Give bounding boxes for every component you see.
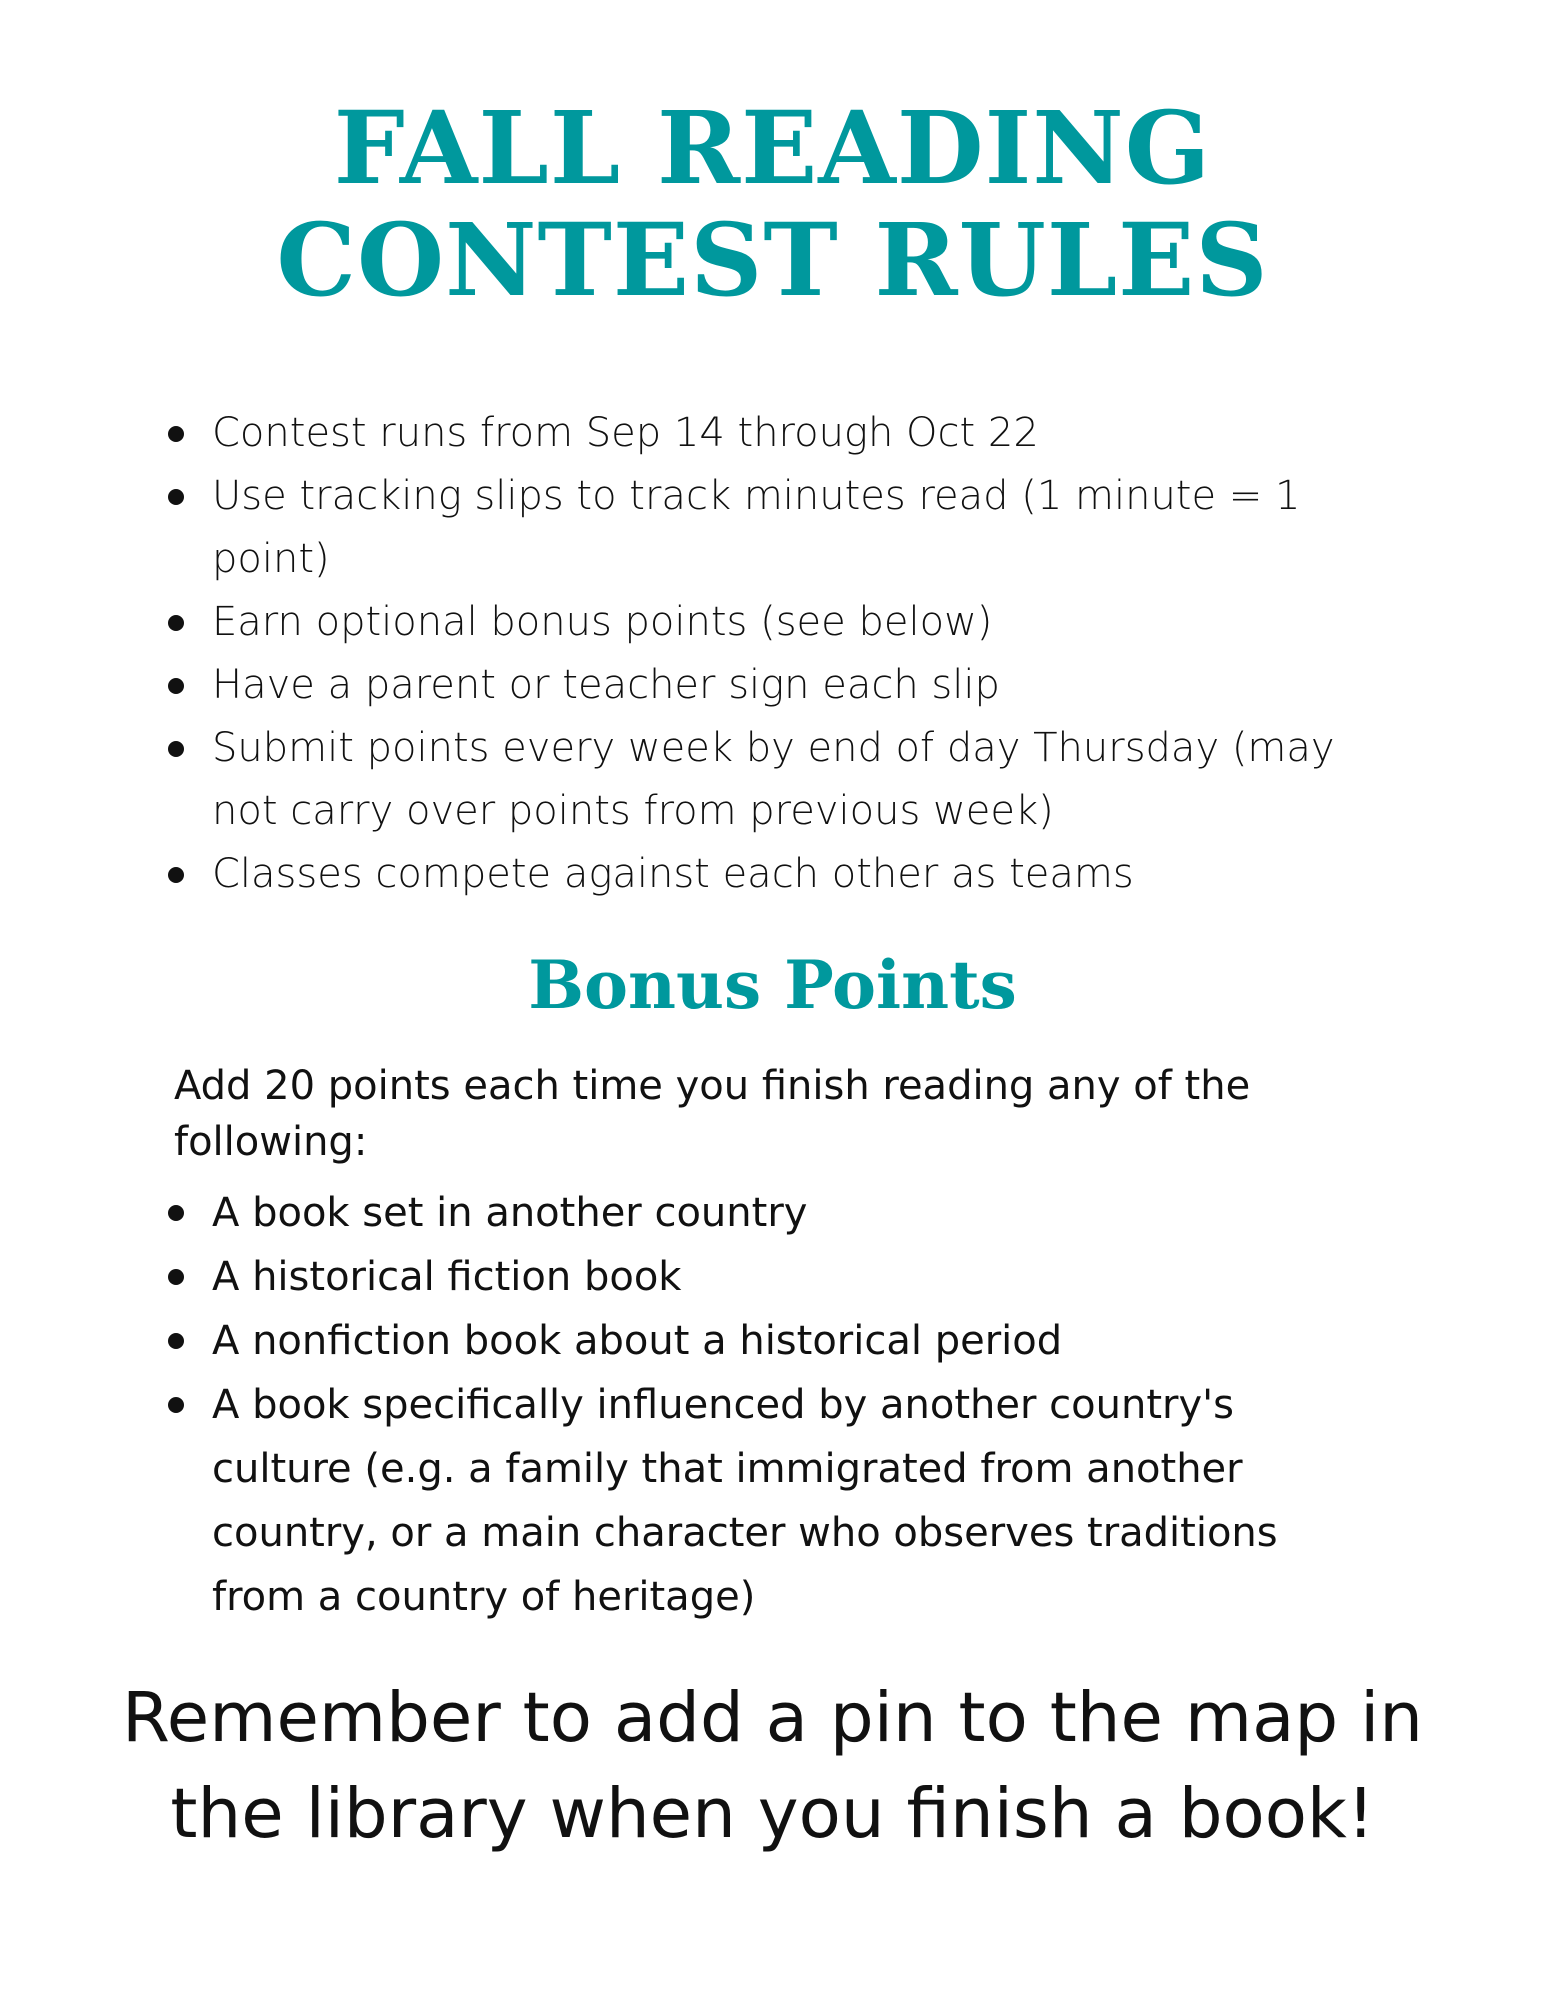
rule-item (160, 654, 1400, 717)
map-pin-reminder (0, 1670, 1545, 1862)
bonus-item (160, 1181, 1380, 1245)
rules-list (160, 402, 1400, 906)
rule-item (160, 591, 1400, 654)
title-line-1: FALL READING (333, 89, 1212, 207)
bullet-icon (168, 678, 184, 694)
bullet-icon (168, 426, 184, 442)
bonus-item-text: A historical fiction book (212, 1254, 682, 1300)
title-line-2: CONTEST RULES (276, 201, 1269, 319)
rule-item (160, 717, 1400, 843)
reminder-line-1: Remember to add a pin to the map in (121, 1678, 1424, 1758)
reminder-line-2: the library when you finish a book! (170, 1774, 1375, 1854)
rule-item (160, 843, 1400, 906)
bonus-points-heading: Bonus Points (528, 946, 1017, 1024)
bonus-item (160, 1245, 1380, 1309)
bonus-item (160, 1309, 1380, 1373)
bullet-icon (168, 489, 184, 505)
bonus-items-list (160, 1181, 1380, 1629)
bullet-icon (168, 741, 184, 757)
bonus-item (160, 1373, 1380, 1629)
bullet-icon (168, 1205, 184, 1221)
bonus-intro-text: Add 20 points each time you finish reading any of the following: (174, 1063, 1251, 1165)
bullet-icon (168, 867, 184, 883)
rule-text: Use tracking slips to track minutes read (1 minute = 1 point) (212, 473, 1301, 582)
rule-item (160, 465, 1400, 591)
bullet-icon (168, 1397, 184, 1413)
rule-text: Have a parent or teacher sign each slip (212, 662, 1000, 708)
page-title (0, 89, 1545, 319)
rule-text: Submit points every week by end of day Thursday (may not carry over points from previous week) (212, 725, 1335, 834)
rule-text: Contest runs from Sep 14 through Oct 22 (212, 410, 1039, 456)
bullet-icon (168, 1333, 184, 1349)
bullet-icon (168, 1269, 184, 1285)
bonus-item-text: A book specifically influenced by another country's culture (e.g. a family that immigrated from another country, or a main character who observes traditions from a country of heritage) (212, 1382, 1278, 1620)
bonus-item-text: A book set in another country (212, 1190, 808, 1236)
bullet-icon (168, 615, 184, 631)
bonus-item-text: A nonfiction book about a historical period (212, 1318, 1063, 1364)
rule-item (160, 402, 1400, 465)
rule-text: Earn optional bonus points (see below) (212, 599, 993, 645)
rule-text: Classes compete against each other as teams (212, 851, 1134, 897)
